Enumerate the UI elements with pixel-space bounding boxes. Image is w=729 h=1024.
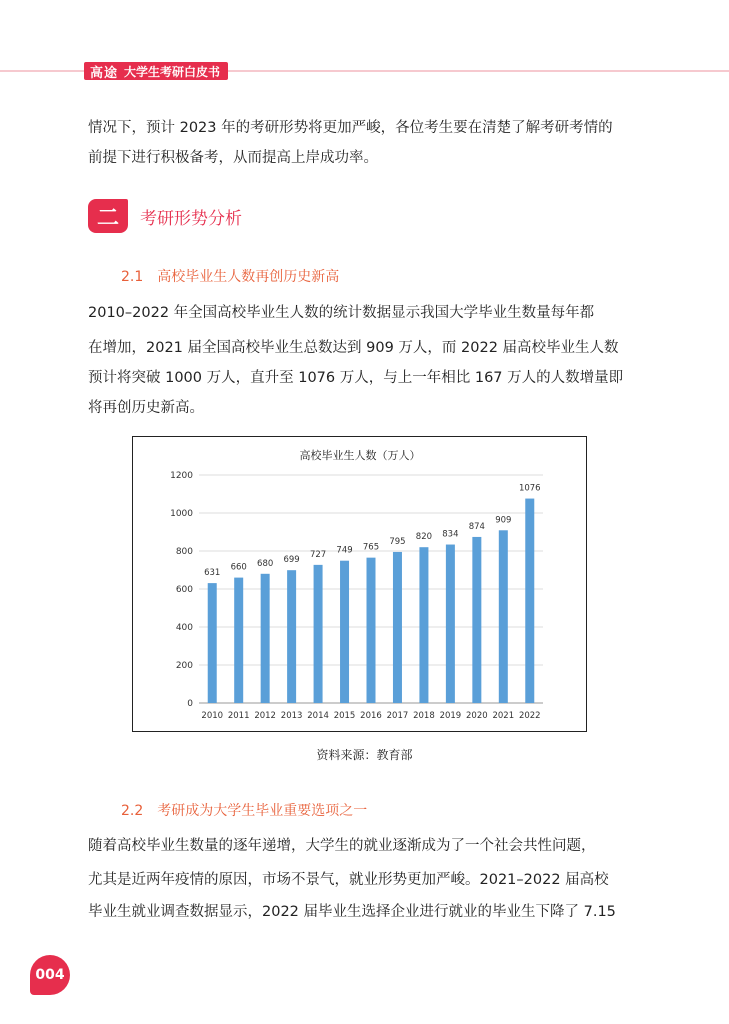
- x-tick-label-2022: 2022: [518, 711, 541, 721]
- data-label-2012: 680: [257, 558, 274, 569]
- sub2-line-3: 毕业生就业调查数据显示，2022 届毕业生选择企业进行就业的毕业生下降了 7.15: [88, 904, 616, 920]
- subsection-title: 考研成为大学生毕业重要选项之一: [157, 803, 368, 819]
- y-tick-label: 1000: [170, 509, 193, 519]
- bar-2013: [287, 570, 296, 703]
- y-tick-label: 200: [175, 661, 193, 671]
- y-tick-label: 1200: [170, 471, 193, 481]
- x-tick-label-2019: 2019: [439, 711, 462, 721]
- brand-title: 大学生考研白皮书: [124, 64, 221, 79]
- sub1-line-4: 将再创历史新高。: [88, 400, 204, 416]
- brand-logo: 高途: [90, 65, 119, 81]
- x-tick-label-2012: 2012: [254, 711, 276, 721]
- data-label-2010: 631: [204, 568, 221, 579]
- x-tick-label-2018: 2018: [413, 711, 435, 721]
- sub1-line-3: 预计将突破 1000 万人，直升至 1076 万人，与上一年相比 167 万人的人数增量即: [88, 370, 624, 386]
- bar-2022: [525, 499, 534, 703]
- bar-2021: [499, 530, 508, 703]
- y-tick-label: 400: [175, 623, 193, 633]
- section-badge: 二: [88, 199, 128, 233]
- data-label-2016: 765: [362, 542, 380, 553]
- x-tick-label-2013: 2013: [280, 711, 303, 721]
- data-label-2011: 660: [230, 562, 247, 573]
- y-tick-label: 800: [175, 547, 193, 557]
- bar-2012: [261, 574, 270, 703]
- x-tick-label-2020: 2020: [466, 711, 488, 721]
- data-label-2013: 699: [283, 555, 300, 566]
- y-tick-label: 0: [187, 699, 193, 709]
- sub2-line-1: 随着高校毕业生数量的逐年递增，大学生的就业逐渐成为了一个社会共性问题，: [88, 838, 596, 854]
- bar-2017: [393, 552, 402, 703]
- chart-frame: [132, 436, 587, 732]
- x-tick-label-2015: 2015: [333, 711, 356, 721]
- section-title: 考研形势分析: [140, 208, 242, 229]
- intro-line-1: 情况下，预计 2023 年的考研形势将更加严峻，各位考生要在清楚了解考研考情的: [88, 120, 613, 136]
- bar-2016: [367, 558, 376, 703]
- chart-title: 高校毕业生人数（万人）: [299, 449, 421, 462]
- subsection-number: 2.2: [121, 803, 144, 819]
- data-label-2022: 1076: [518, 483, 541, 494]
- bar-2015: [340, 561, 349, 703]
- bar-2011: [234, 578, 243, 703]
- sub1-line-2: 在增加，2021 届全国高校毕业生总数达到 909 万人，而 2022 届高校毕业生人数: [88, 340, 619, 356]
- subsection-heading-1: [121, 266, 339, 286]
- intro-line-2: 前提下进行积极备考，从而提高上岸成功率。: [88, 150, 378, 166]
- data-label-2021: 909: [495, 515, 512, 526]
- subsection-title: 高校毕业生人数再创历史新高: [157, 269, 340, 285]
- bar-2014: [314, 565, 323, 703]
- x-tick-label-2014: 2014: [307, 711, 329, 721]
- bar-chart: [133, 437, 588, 733]
- data-label-2017: 795: [389, 536, 406, 547]
- sub2-line-2: 尤其是近两年疫情的原因，市场不景气，就业形势更加严峻。2021–2022 届高校: [88, 872, 609, 888]
- x-tick-label-2016: 2016: [360, 711, 382, 721]
- chart-source: 资料来源：教育部: [316, 748, 413, 762]
- bar-2019: [446, 545, 455, 703]
- sub1-line-1: 2010–2022 年全国高校毕业生人数的统计数据显示我国大学毕业生数量每年都: [88, 305, 595, 321]
- bar-2018: [419, 547, 428, 703]
- data-label-2019: 834: [442, 529, 459, 540]
- bar-2010: [208, 583, 217, 703]
- page-number: 004: [30, 955, 70, 995]
- data-label-2020: 874: [468, 521, 485, 532]
- x-tick-label-2021: 2021: [492, 711, 515, 721]
- x-tick-label-2011: 2011: [227, 711, 250, 721]
- data-label-2018: 820: [415, 532, 433, 543]
- bar-2020: [472, 537, 481, 703]
- brand-banner: [84, 62, 228, 80]
- x-tick-label-2017: 2017: [386, 711, 409, 721]
- data-label-2015: 749: [336, 545, 353, 556]
- section-heading: [88, 199, 242, 233]
- subsection-number: 2.1: [121, 269, 144, 285]
- subsection-heading-2: [121, 800, 367, 820]
- x-tick-label-2010: 2010: [201, 711, 224, 721]
- y-tick-label: 600: [175, 585, 193, 595]
- data-label-2014: 727: [309, 549, 327, 560]
